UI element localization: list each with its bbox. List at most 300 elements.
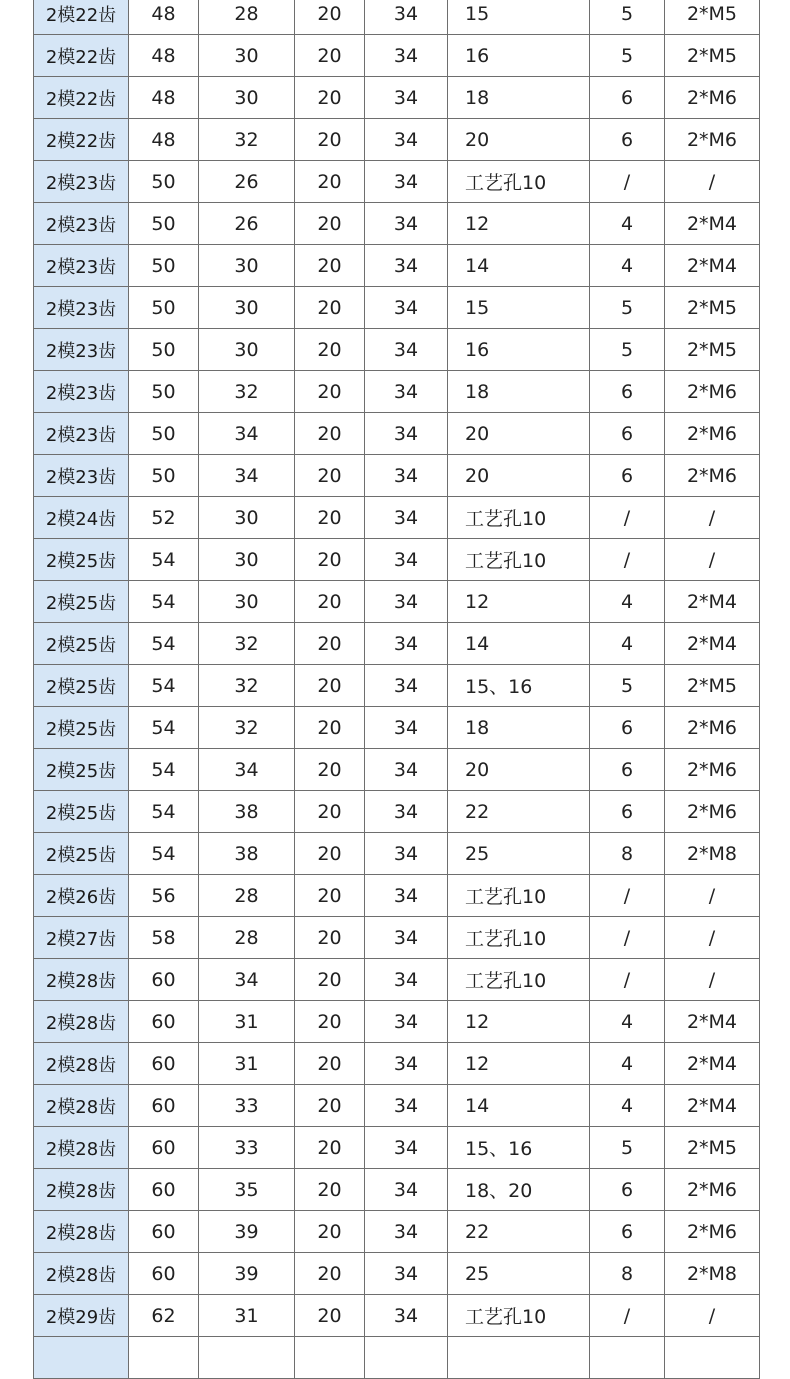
face-width-cell: 20 [295,161,365,203]
module-teeth-cell: 2模23齿 [34,371,129,413]
outer-diameter-cell: 48 [129,35,199,77]
hub-diameter-cell: 30 [199,77,295,119]
outer-diameter-cell: 54 [129,791,199,833]
hub-diameter-cell: 38 [199,833,295,875]
face-width-cell: 20 [295,707,365,749]
module-teeth-cell: 2模28齿 [34,1169,129,1211]
keyway-cell: 5 [590,287,665,329]
set-screw-cell: 2*M4 [665,203,760,245]
module-teeth-cell: 2模25齿 [34,623,129,665]
total-length-cell: 34 [365,623,448,665]
bore-cell: 工艺孔10 [448,959,590,1001]
face-width-cell: 20 [295,1043,365,1085]
face-width-cell: 20 [295,917,365,959]
bore-cell: 14 [448,1085,590,1127]
module-teeth-cell: 2模23齿 [34,245,129,287]
hub-diameter-cell: 34 [199,959,295,1001]
module-teeth-cell: 2模22齿 [34,77,129,119]
total-length-cell: 34 [365,1211,448,1253]
face-width-cell: 20 [295,833,365,875]
total-length-cell: 34 [365,1169,448,1211]
hub-diameter-cell: 38 [199,791,295,833]
face-width-cell: 20 [295,287,365,329]
table-row [34,119,760,161]
total-length-cell: 34 [365,1043,448,1085]
set-screw-cell: 2*M6 [665,77,760,119]
table-row [34,1337,760,1379]
face-width-cell: 20 [295,1085,365,1127]
total-length-cell: 34 [365,833,448,875]
face-width-cell: 20 [295,77,365,119]
face-width-cell: 20 [295,665,365,707]
total-length-cell: 34 [365,665,448,707]
outer-diameter-cell: 60 [129,1001,199,1043]
total-length-cell: 34 [365,1127,448,1169]
keyway-cell: 6 [590,371,665,413]
hub-diameter-cell: 30 [199,287,295,329]
total-length-cell: 34 [365,539,448,581]
set-screw-cell: / [665,539,760,581]
set-screw-cell: 2*M5 [665,0,760,35]
module-teeth-cell [34,1337,129,1379]
outer-diameter-cell: 50 [129,287,199,329]
set-screw-cell: 2*M6 [665,413,760,455]
bore-cell: 15 [448,287,590,329]
bore-cell: 20 [448,119,590,161]
bore-cell: 14 [448,623,590,665]
set-screw-cell: 2*M5 [665,287,760,329]
bore-cell: 工艺孔10 [448,497,590,539]
keyway-cell: 6 [590,1169,665,1211]
table-row [34,1169,760,1211]
face-width-cell: 20 [295,959,365,1001]
hub-diameter-cell: 30 [199,245,295,287]
face-width-cell: 20 [295,791,365,833]
hub-diameter-cell: 31 [199,1295,295,1337]
total-length-cell: 34 [365,77,448,119]
hub-diameter-cell: 32 [199,707,295,749]
set-screw-cell: 2*M4 [665,623,760,665]
face-width-cell [295,1337,365,1379]
face-width-cell: 20 [295,119,365,161]
face-width-cell: 20 [295,413,365,455]
hub-diameter-cell: 32 [199,371,295,413]
module-teeth-cell: 2模22齿 [34,119,129,161]
module-teeth-cell: 2模28齿 [34,1043,129,1085]
bore-cell: 25 [448,833,590,875]
module-teeth-cell: 2模22齿 [34,0,129,35]
module-teeth-cell: 2模23齿 [34,329,129,371]
bore-cell: 18 [448,77,590,119]
module-teeth-cell: 2模29齿 [34,1295,129,1337]
bore-cell: 20 [448,749,590,791]
keyway-cell: 6 [590,119,665,161]
module-teeth-cell: 2模25齿 [34,749,129,791]
hub-diameter-cell: 33 [199,1127,295,1169]
module-teeth-cell: 2模28齿 [34,1085,129,1127]
outer-diameter-cell: 60 [129,1043,199,1085]
face-width-cell: 20 [295,245,365,287]
keyway-cell: 4 [590,1001,665,1043]
face-width-cell: 20 [295,1253,365,1295]
bore-cell: 工艺孔10 [448,917,590,959]
total-length-cell: 34 [365,581,448,623]
outer-diameter-cell: 50 [129,203,199,245]
face-width-cell: 20 [295,539,365,581]
face-width-cell: 20 [295,581,365,623]
table-row [34,371,760,413]
keyway-cell: 4 [590,623,665,665]
table-row [34,455,760,497]
keyway-cell: / [590,875,665,917]
face-width-cell: 20 [295,1211,365,1253]
hub-diameter-cell: 30 [199,581,295,623]
module-teeth-cell: 2模28齿 [34,1253,129,1295]
set-screw-cell: 2*M6 [665,791,760,833]
set-screw-cell: 2*M6 [665,371,760,413]
module-teeth-cell: 2模23齿 [34,287,129,329]
table-row [34,665,760,707]
module-teeth-cell: 2模23齿 [34,161,129,203]
set-screw-cell: 2*M6 [665,749,760,791]
face-width-cell: 20 [295,329,365,371]
module-teeth-cell: 2模22齿 [34,35,129,77]
keyway-cell: / [590,161,665,203]
bore-cell: 20 [448,413,590,455]
table-row [34,917,760,959]
keyway-cell: 6 [590,1211,665,1253]
outer-diameter-cell: 54 [129,665,199,707]
table-row [34,1043,760,1085]
total-length-cell: 34 [365,287,448,329]
bore-cell: 12 [448,581,590,623]
outer-diameter-cell: 60 [129,1211,199,1253]
table-row [34,833,760,875]
outer-diameter-cell: 50 [129,161,199,203]
hub-diameter-cell: 32 [199,119,295,161]
bore-cell: 16 [448,329,590,371]
module-teeth-cell: 2模28齿 [34,1001,129,1043]
hub-diameter-cell: 26 [199,161,295,203]
keyway-cell: / [590,1295,665,1337]
total-length-cell: 34 [365,707,448,749]
set-screw-cell: / [665,875,760,917]
total-length-cell: 34 [365,371,448,413]
module-teeth-cell: 2模25齿 [34,539,129,581]
keyway-cell: 4 [590,1085,665,1127]
bore-cell: 22 [448,791,590,833]
table-row [34,1127,760,1169]
bore-cell: 14 [448,245,590,287]
outer-diameter-cell: 54 [129,707,199,749]
face-width-cell: 20 [295,875,365,917]
bore-cell: 12 [448,1001,590,1043]
gear-spec-table [33,0,760,1379]
table-row [34,1295,760,1337]
total-length-cell [365,1337,448,1379]
total-length-cell: 34 [365,203,448,245]
bore-cell: 12 [448,1043,590,1085]
bore-cell: 工艺孔10 [448,161,590,203]
bore-cell: 16 [448,35,590,77]
keyway-cell: 6 [590,455,665,497]
face-width-cell: 20 [295,455,365,497]
hub-diameter-cell: 30 [199,35,295,77]
bore-cell: 18、20 [448,1169,590,1211]
set-screw-cell: 2*M6 [665,707,760,749]
outer-diameter-cell: 50 [129,245,199,287]
set-screw-cell: 2*M5 [665,329,760,371]
set-screw-cell: 2*M5 [665,665,760,707]
table-row [34,959,760,1001]
table-row [34,413,760,455]
hub-diameter-cell: 26 [199,203,295,245]
keyway-cell: 6 [590,791,665,833]
set-screw-cell: 2*M4 [665,245,760,287]
keyway-cell: 4 [590,245,665,287]
bore-cell: 25 [448,1253,590,1295]
gear-spec-table-container [33,0,759,1379]
face-width-cell: 20 [295,203,365,245]
set-screw-cell: 2*M6 [665,455,760,497]
set-screw-cell: / [665,917,760,959]
outer-diameter-cell: 60 [129,1169,199,1211]
face-width-cell: 20 [295,1295,365,1337]
module-teeth-cell: 2模23齿 [34,203,129,245]
total-length-cell: 34 [365,245,448,287]
keyway-cell [590,1337,665,1379]
table-row [34,707,760,749]
keyway-cell: 4 [590,581,665,623]
bore-cell: 15 [448,0,590,35]
outer-diameter-cell: 56 [129,875,199,917]
face-width-cell: 20 [295,0,365,35]
keyway-cell: / [590,539,665,581]
total-length-cell: 34 [365,959,448,1001]
set-screw-cell: 2*M6 [665,1211,760,1253]
total-length-cell: 34 [365,1253,448,1295]
outer-diameter-cell: 48 [129,0,199,35]
hub-diameter-cell: 30 [199,497,295,539]
table-row [34,539,760,581]
set-screw-cell: 2*M5 [665,35,760,77]
keyway-cell: 5 [590,0,665,35]
outer-diameter-cell: 50 [129,329,199,371]
module-teeth-cell: 2模25齿 [34,833,129,875]
set-screw-cell [665,1337,760,1379]
keyway-cell: 5 [590,1127,665,1169]
total-length-cell: 34 [365,875,448,917]
table-row [34,1085,760,1127]
outer-diameter-cell: 58 [129,917,199,959]
keyway-cell: 4 [590,1043,665,1085]
keyway-cell: 6 [590,749,665,791]
keyway-cell: / [590,917,665,959]
table-row [34,203,760,245]
outer-diameter-cell: 60 [129,1127,199,1169]
hub-diameter-cell: 39 [199,1211,295,1253]
table-row [34,623,760,665]
table-row [34,1211,760,1253]
keyway-cell: / [590,497,665,539]
bore-cell [448,1337,590,1379]
bore-cell: 12 [448,203,590,245]
bore-cell: 18 [448,371,590,413]
keyway-cell: 6 [590,707,665,749]
hub-diameter-cell: 39 [199,1253,295,1295]
total-length-cell: 34 [365,119,448,161]
outer-diameter-cell: 48 [129,119,199,161]
hub-diameter-cell: 28 [199,875,295,917]
bore-cell: 22 [448,1211,590,1253]
outer-diameter-cell: 54 [129,539,199,581]
hub-diameter-cell: 34 [199,413,295,455]
outer-diameter-cell: 50 [129,413,199,455]
outer-diameter-cell: 54 [129,749,199,791]
set-screw-cell: 2*M4 [665,1043,760,1085]
outer-diameter-cell: 54 [129,833,199,875]
set-screw-cell: 2*M4 [665,1085,760,1127]
hub-diameter-cell [199,1337,295,1379]
set-screw-cell: / [665,1295,760,1337]
hub-diameter-cell: 30 [199,329,295,371]
table-body [34,0,760,1379]
set-screw-cell: 2*M5 [665,1127,760,1169]
total-length-cell: 34 [365,1085,448,1127]
outer-diameter-cell: 50 [129,455,199,497]
bore-cell: 20 [448,455,590,497]
set-screw-cell: 2*M4 [665,1001,760,1043]
total-length-cell: 34 [365,0,448,35]
outer-diameter-cell: 52 [129,497,199,539]
set-screw-cell: 2*M6 [665,119,760,161]
module-teeth-cell: 2模25齿 [34,707,129,749]
module-teeth-cell: 2模27齿 [34,917,129,959]
module-teeth-cell: 2模23齿 [34,413,129,455]
face-width-cell: 20 [295,35,365,77]
hub-diameter-cell: 32 [199,623,295,665]
outer-diameter-cell: 50 [129,371,199,413]
table-row [34,0,760,35]
module-teeth-cell: 2模25齿 [34,581,129,623]
module-teeth-cell: 2模28齿 [34,959,129,1001]
total-length-cell: 34 [365,161,448,203]
table-row [34,497,760,539]
keyway-cell: 6 [590,77,665,119]
hub-diameter-cell: 32 [199,665,295,707]
keyway-cell: 5 [590,329,665,371]
keyway-cell: 5 [590,665,665,707]
face-width-cell: 20 [295,1169,365,1211]
hub-diameter-cell: 35 [199,1169,295,1211]
table-row [34,791,760,833]
total-length-cell: 34 [365,455,448,497]
module-teeth-cell: 2模28齿 [34,1127,129,1169]
hub-diameter-cell: 34 [199,455,295,497]
outer-diameter-cell: 60 [129,1253,199,1295]
outer-diameter-cell: 54 [129,581,199,623]
face-width-cell: 20 [295,749,365,791]
set-screw-cell: 2*M8 [665,1253,760,1295]
outer-diameter-cell: 60 [129,959,199,1001]
total-length-cell: 34 [365,35,448,77]
hub-diameter-cell: 31 [199,1043,295,1085]
bore-cell: 工艺孔10 [448,875,590,917]
bore-cell: 工艺孔10 [448,539,590,581]
table-row [34,1001,760,1043]
set-screw-cell: / [665,959,760,1001]
outer-diameter-cell: 62 [129,1295,199,1337]
bore-cell: 15、16 [448,1127,590,1169]
set-screw-cell: / [665,161,760,203]
outer-diameter-cell: 54 [129,623,199,665]
table-row [34,245,760,287]
table-row [34,581,760,623]
hub-diameter-cell: 31 [199,1001,295,1043]
module-teeth-cell: 2模26齿 [34,875,129,917]
module-teeth-cell: 2模25齿 [34,791,129,833]
module-teeth-cell: 2模25齿 [34,665,129,707]
face-width-cell: 20 [295,623,365,665]
total-length-cell: 34 [365,1001,448,1043]
total-length-cell: 34 [365,1295,448,1337]
set-screw-cell: 2*M4 [665,581,760,623]
set-screw-cell: 2*M6 [665,1169,760,1211]
bore-cell: 工艺孔10 [448,1295,590,1337]
hub-diameter-cell: 28 [199,0,295,35]
bore-cell: 18 [448,707,590,749]
keyway-cell: 8 [590,1253,665,1295]
keyway-cell: 5 [590,35,665,77]
total-length-cell: 34 [365,413,448,455]
set-screw-cell: / [665,497,760,539]
total-length-cell: 34 [365,497,448,539]
face-width-cell: 20 [295,1127,365,1169]
total-length-cell: 34 [365,329,448,371]
table-row [34,287,760,329]
hub-diameter-cell: 34 [199,749,295,791]
table-row [34,161,760,203]
hub-diameter-cell: 30 [199,539,295,581]
outer-diameter-cell [129,1337,199,1379]
outer-diameter-cell: 60 [129,1085,199,1127]
keyway-cell: / [590,959,665,1001]
bore-cell: 15、16 [448,665,590,707]
total-length-cell: 34 [365,749,448,791]
table-row [34,35,760,77]
face-width-cell: 20 [295,1001,365,1043]
keyway-cell: 4 [590,203,665,245]
table-row [34,875,760,917]
set-screw-cell: 2*M8 [665,833,760,875]
table-row [34,329,760,371]
hub-diameter-cell: 28 [199,917,295,959]
outer-diameter-cell: 48 [129,77,199,119]
table-row [34,749,760,791]
keyway-cell: 6 [590,413,665,455]
keyway-cell: 8 [590,833,665,875]
module-teeth-cell: 2模24齿 [34,497,129,539]
face-width-cell: 20 [295,497,365,539]
hub-diameter-cell: 33 [199,1085,295,1127]
module-teeth-cell: 2模28齿 [34,1211,129,1253]
face-width-cell: 20 [295,371,365,413]
total-length-cell: 34 [365,791,448,833]
table-row [34,77,760,119]
table-row [34,1253,760,1295]
total-length-cell: 34 [365,917,448,959]
module-teeth-cell: 2模23齿 [34,455,129,497]
